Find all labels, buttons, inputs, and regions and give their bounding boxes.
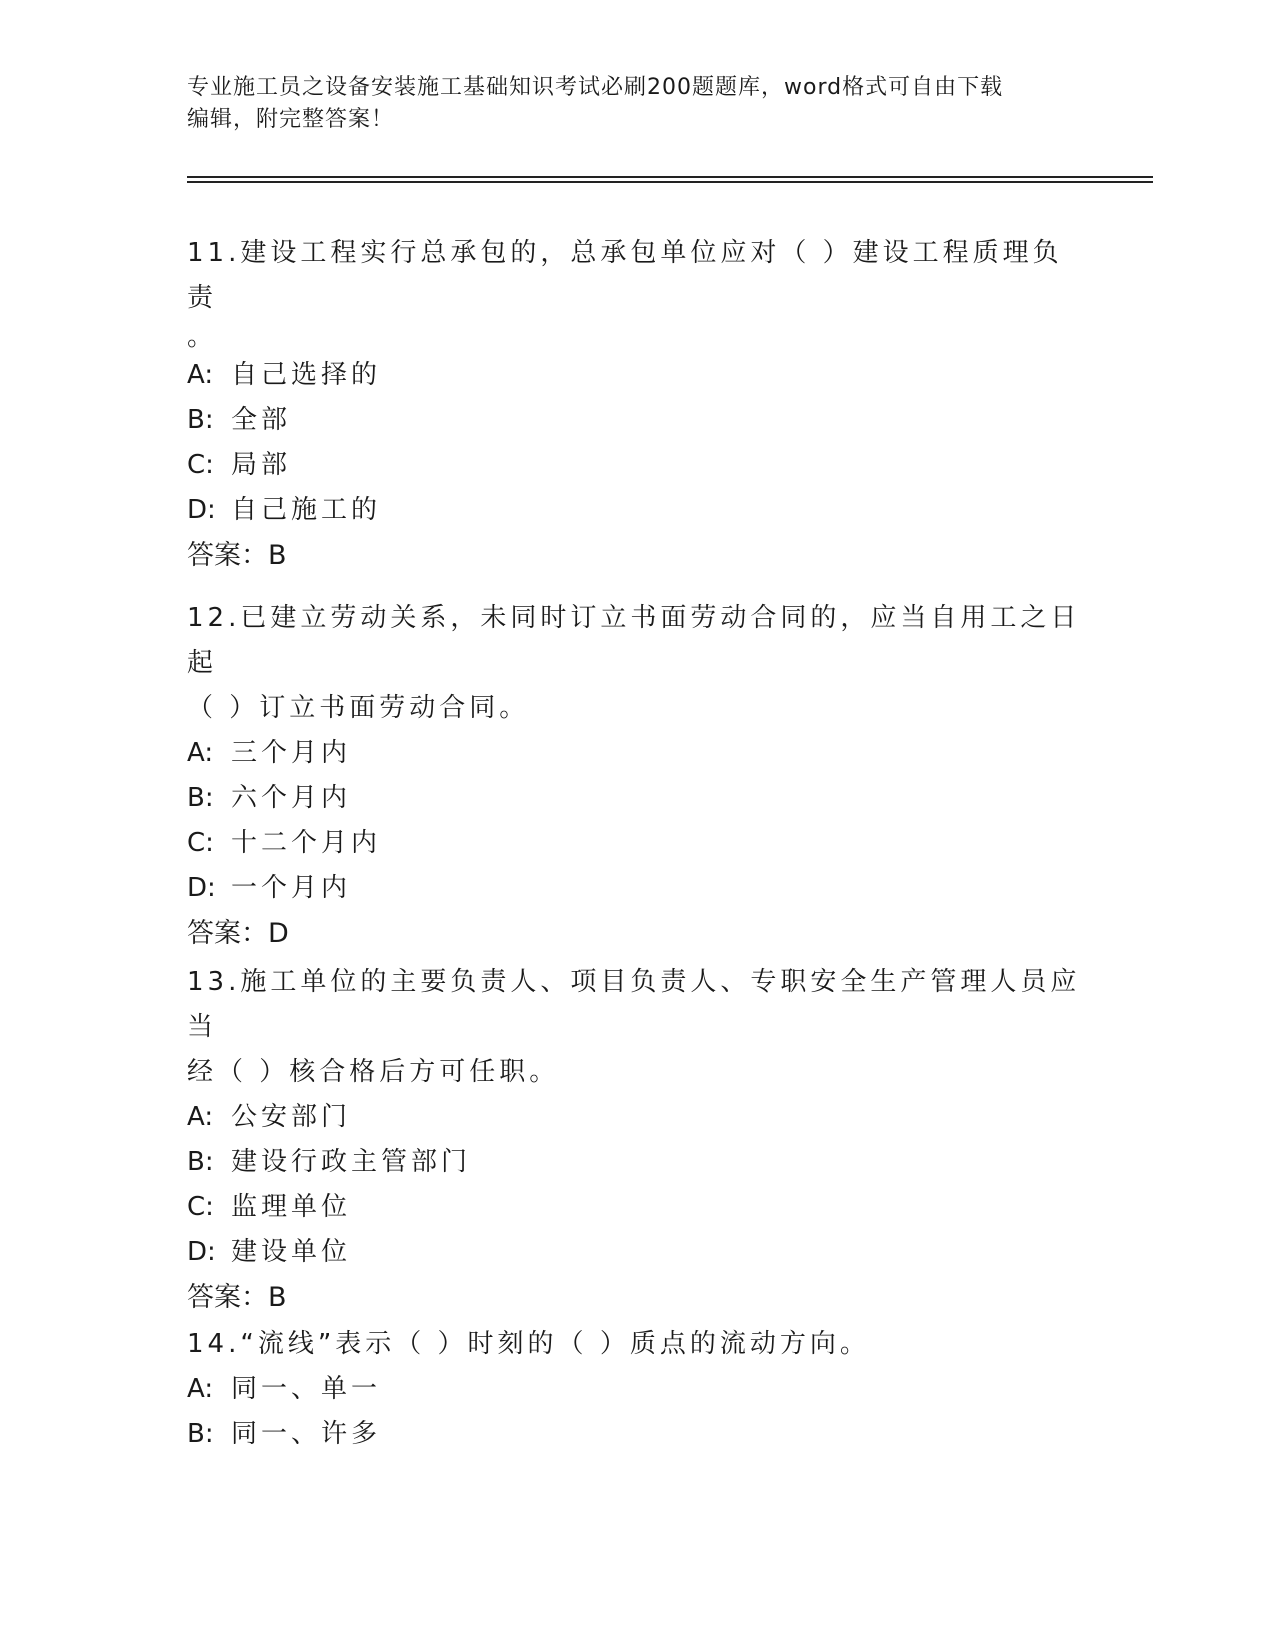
option-key: A: [187,1102,214,1132]
question-13 [187,960,1087,1320]
header-divider-bottom [187,181,1153,183]
header-divider-top [187,176,1153,178]
option-text: 同一、单一 [231,1374,382,1404]
option-b [187,1140,1087,1185]
option-text: 局部 [231,450,292,480]
question-11 [187,231,1087,578]
option-text: 六个月内 [231,783,352,813]
option-key: D: [187,495,216,525]
option-d [187,1230,1087,1275]
option-a [187,1095,1087,1140]
option-key: C: [187,450,214,480]
option-a [187,1367,1087,1412]
option-text: 自己施工的 [231,495,382,525]
question-12 [187,596,1087,956]
option-c [187,821,1087,866]
answer: 答案：B [187,540,287,571]
question-stem: 13.施工单位的主要负责人、项目负责人、专职安全生产管理人员应当 [187,967,1081,1042]
question-stem: 12.已建立劳动关系，未同时订立书面劳动合同的，应当自用工之日起 [187,603,1081,678]
option-a [187,353,1087,398]
option-c [187,1185,1087,1230]
option-a [187,731,1087,776]
header-line-2: 编辑，附完整答案！ [187,107,395,132]
option-key: A: [187,360,214,390]
option-key: D: [187,1237,216,1267]
answer: 答案：B [187,1282,287,1313]
option-key: D: [187,873,216,903]
question-stem-continued: （ ）订立书面劳动合同。 [187,693,530,723]
question-stem: 14.“流线”表示（ ）时刻的（ ）质点的流动方向。 [187,1329,870,1359]
option-text: 公安部门 [231,1102,352,1132]
option-text: 同一、许多 [231,1419,382,1449]
option-b [187,776,1087,821]
option-key: B: [187,783,214,813]
option-b [187,1412,1087,1457]
option-b [187,398,1087,443]
option-key: A: [187,1374,214,1404]
option-text: 监理单位 [231,1192,352,1222]
answer: 答案：D [187,918,289,949]
option-text: 十二个月内 [231,828,382,858]
option-text: 一个月内 [231,873,352,903]
question-stem: 11.建设工程实行总承包的，总承包单位应对（ ）建设工程质理负责 [187,238,1063,313]
question-stem-continued: 经（ ）核合格后方可任职。 [187,1057,560,1087]
header-line-1: 专业施工员之设备安装施工基础知识考试必刷200题题库，word格式可自由下载 [187,75,1004,100]
option-d [187,488,1087,533]
option-c [187,443,1087,488]
question-stem-continued: 。 [187,322,218,352]
option-text: 自己选择的 [231,360,382,390]
option-key: B: [187,405,214,435]
question-14 [187,1322,1087,1457]
option-key: B: [187,1147,214,1177]
option-key: A: [187,738,214,768]
option-text: 全部 [231,405,292,435]
option-d [187,866,1087,911]
option-text: 三个月内 [231,738,352,768]
option-text: 建设单位 [231,1237,352,1267]
option-key: B: [187,1419,214,1449]
option-text: 建设行政主管部门 [231,1147,472,1177]
option-key: C: [187,1192,214,1222]
option-key: C: [187,828,214,858]
document-header [187,72,1087,136]
